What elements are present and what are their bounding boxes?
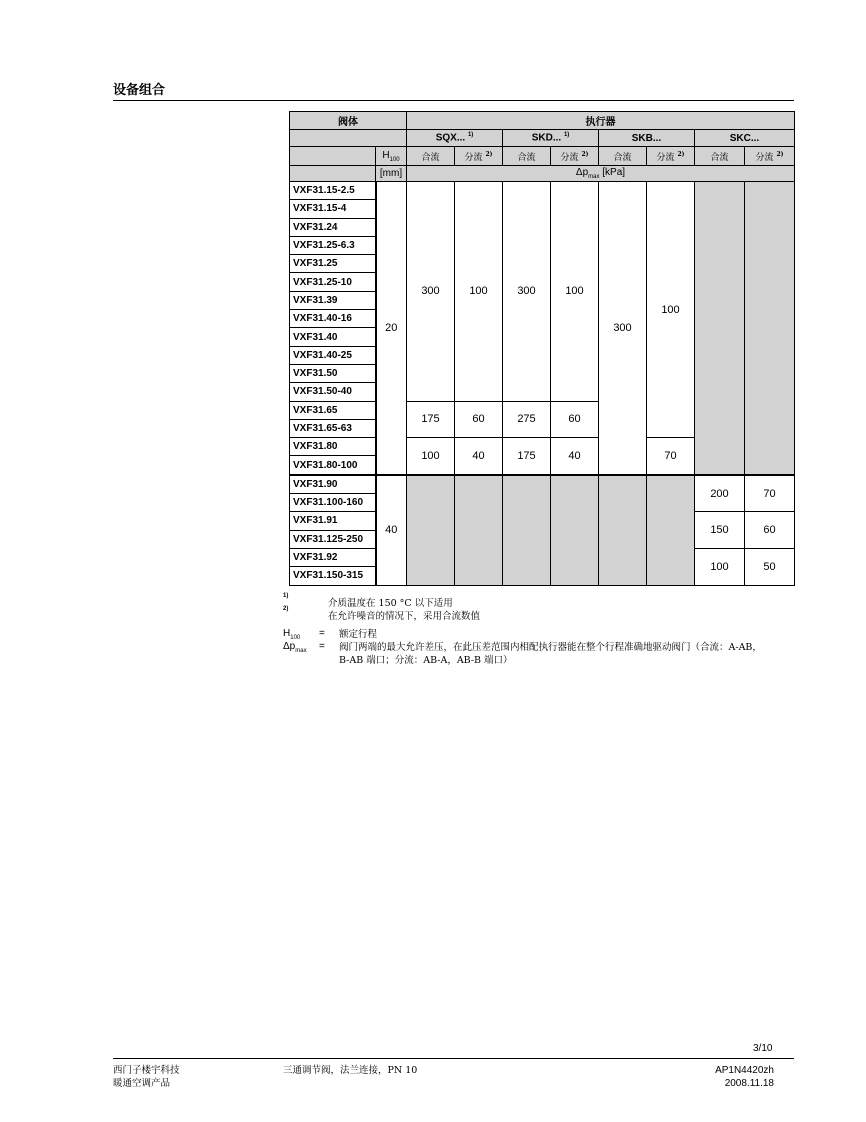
combination-table <box>289 111 795 586</box>
footer-rule <box>113 1058 794 1059</box>
dp-value: 70 <box>647 438 695 475</box>
footnote-mark: 2) <box>283 606 289 612</box>
definition-symbol: $\Delta p_{max}$ <box>283 641 307 654</box>
valve-name: VXF31.65 <box>290 401 376 419</box>
sqx-div-header: 分流 $^{2)}$ <box>455 147 503 166</box>
valve-name: VXF31.15-2.5 <box>290 182 376 200</box>
unit-mm: [mm] <box>376 166 407 182</box>
skc-mix-header: 合流 <box>695 147 745 166</box>
definition-dpmax <box>283 641 783 667</box>
footnotes <box>283 595 783 667</box>
dp-value: 275 <box>503 401 551 438</box>
valve-name: VXF31.80-100 <box>290 456 376 475</box>
footnote-text: 介质温度在 150 °C 以下适用 <box>328 598 453 609</box>
footer-title: 三通调节阀，法兰连接，PN 10 <box>283 1065 418 1076</box>
valve-name: VXF31.80 <box>290 438 376 456</box>
skb-header: SKB... <box>599 130 695 147</box>
valve-name: VXF31.40 <box>290 328 376 346</box>
na-cell <box>695 182 745 475</box>
footer-doc-id: AP1N4420zh <box>715 1065 774 1076</box>
dp-value: 100 <box>455 182 503 402</box>
valve-name: VXF31.125-250 <box>290 530 376 548</box>
dp-value: 40 <box>551 438 599 475</box>
dp-value: 60 <box>455 401 503 438</box>
dp-value: 100 <box>551 182 599 402</box>
dp-max-unit: $\Delta p_{max}$ [kPa] <box>407 166 795 182</box>
page-heading: 设备组合 <box>113 82 166 97</box>
stroke-value: 20 <box>376 182 407 475</box>
definition-symbol: $H_{100}$ <box>283 628 301 641</box>
dp-value: 60 <box>745 512 795 549</box>
dp-value: 300 <box>407 182 455 402</box>
na-cell <box>503 475 551 585</box>
valve-body-header: 阀体 <box>290 112 407 130</box>
dp-value: 300 <box>599 182 647 475</box>
valve-name: VXF31.40-16 <box>290 310 376 328</box>
footer-company-line2: 暖通空调产品 <box>113 1078 171 1089</box>
blank-header <box>290 130 407 147</box>
valve-name: VXF31.39 <box>290 291 376 309</box>
sqx-mix-header: 合流 <box>407 147 455 166</box>
definition-text: 阀门两端的最大允许差压，在此压差范围内相配执行器能在整个行程准确地驱动阀门（合流：A-AB，B-AB 端口；分流：AB-A，AB-B 端口） <box>339 642 762 666</box>
dp-value: 60 <box>551 401 599 438</box>
h100-header: $H_{100}$ <box>376 147 407 166</box>
valve-name: VXF31.91 <box>290 512 376 530</box>
valve-name: VXF31.15-4 <box>290 200 376 218</box>
footnote-text: 在允许噪音的情况下，采用合流数值 <box>328 611 481 622</box>
dp-value: 175 <box>503 438 551 475</box>
dp-value: 300 <box>503 182 551 402</box>
valve-name: VXF31.25-6.3 <box>290 236 376 254</box>
skd-mix-header: 合流 <box>503 147 551 166</box>
footnote-2 <box>283 608 783 621</box>
skd-header: SKD... $^{1)}$ <box>503 130 599 147</box>
dp-value: 50 <box>745 548 795 585</box>
dp-value: 70 <box>745 475 795 512</box>
dp-value: 100 <box>407 438 455 475</box>
valve-name: VXF31.100-160 <box>290 494 376 512</box>
valve-name: VXF31.150-315 <box>290 567 376 585</box>
dp-value: 100 <box>695 548 745 585</box>
skd-div-header: 分流 $^{2)}$ <box>551 147 599 166</box>
skc-header: SKC... <box>695 130 795 147</box>
dp-value: 100 <box>647 182 695 438</box>
definition-equals: = <box>319 628 325 639</box>
definition-h100 <box>283 628 783 641</box>
page-number: 3/10 <box>753 1043 773 1054</box>
actuator-header: 执行器 <box>407 112 795 130</box>
skb-div-header: 分流 $^{2)}$ <box>647 147 695 166</box>
valve-name: VXF31.65-63 <box>290 419 376 437</box>
footnote-mark: 1) <box>283 593 289 599</box>
header-row-2 <box>290 130 795 147</box>
skb-mix-header: 合流 <box>599 147 647 166</box>
dp-value: 40 <box>455 438 503 475</box>
footer-company-line1: 西门子楼宇科技 <box>113 1065 180 1076</box>
na-cell <box>745 182 795 475</box>
na-cell <box>599 475 647 585</box>
header-row-4 <box>290 166 795 182</box>
footnote-1 <box>283 595 783 608</box>
valve-name: VXF31.92 <box>290 548 376 566</box>
definition-text: 额定行程 <box>339 629 378 640</box>
valve-name: VXF31.24 <box>290 218 376 236</box>
header-row-1 <box>290 112 795 130</box>
footer-company <box>113 1064 180 1090</box>
valve-name: VXF31.25 <box>290 255 376 273</box>
na-cell <box>407 475 455 585</box>
blank-cell <box>290 166 376 182</box>
valve-name: VXF31.90 <box>290 475 376 494</box>
na-cell <box>455 475 503 585</box>
dp-value: 175 <box>407 401 455 438</box>
valve-name: VXF31.25-10 <box>290 273 376 291</box>
footer-date: 2008.11.18 <box>724 1078 774 1089</box>
header-row-3 <box>290 147 795 166</box>
heading-rule <box>113 100 794 101</box>
na-cell <box>647 475 695 585</box>
valve-name: VXF31.50 <box>290 364 376 382</box>
valve-name: VXF31.50-40 <box>290 383 376 401</box>
definition-equals: = <box>319 641 325 652</box>
skc-div-header: 分流 $^{2)}$ <box>745 147 795 166</box>
blank-cell <box>290 147 376 166</box>
valve-name: VXF31.40-25 <box>290 346 376 364</box>
footer-doc-info <box>694 1064 774 1090</box>
sqx-header: SQX... $^{1)}$ <box>407 130 503 147</box>
na-cell <box>551 475 599 585</box>
dp-value: 150 <box>695 512 745 549</box>
stroke-value: 40 <box>376 475 407 585</box>
dp-value: 200 <box>695 475 745 512</box>
